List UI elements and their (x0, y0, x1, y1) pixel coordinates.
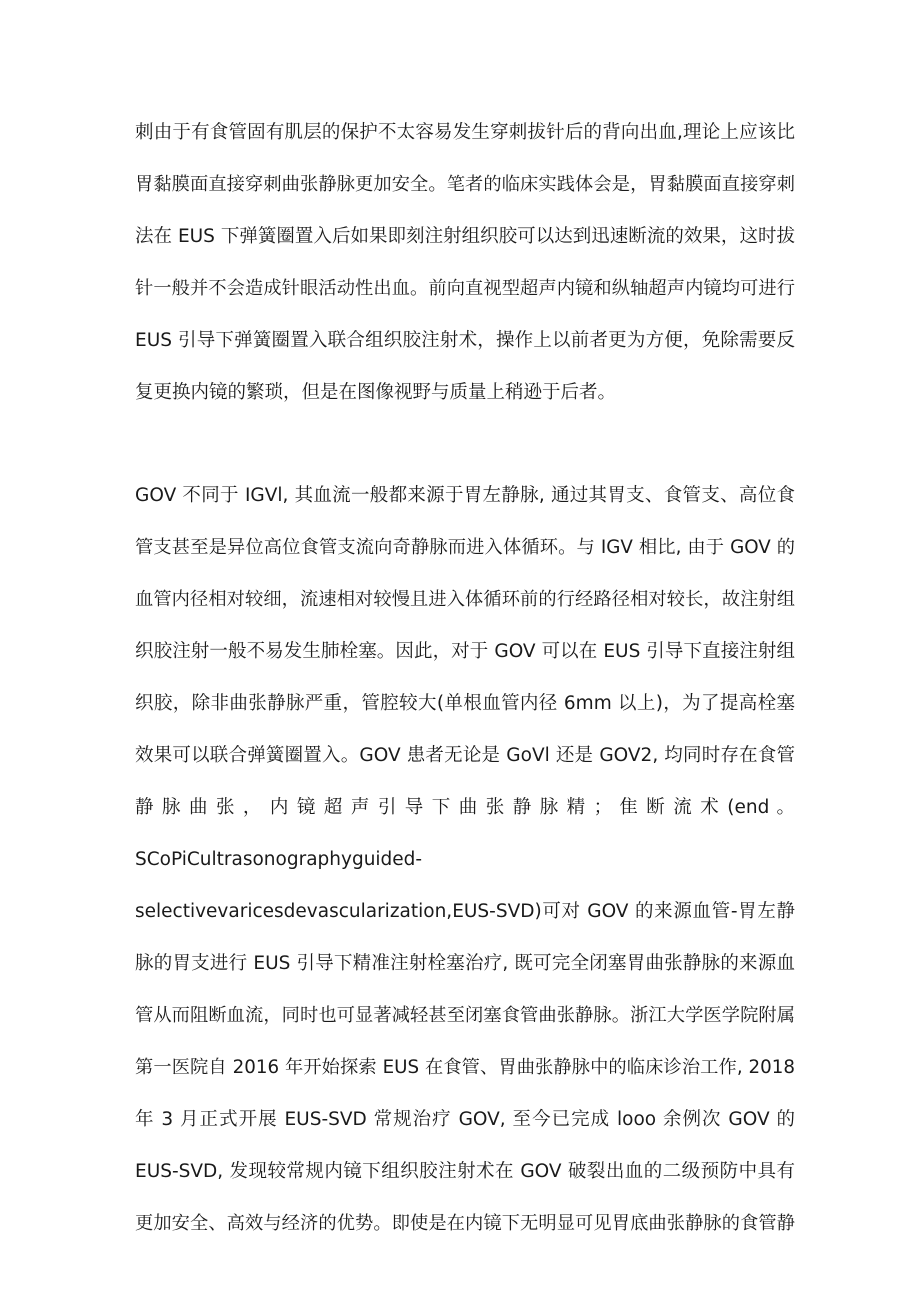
text-line: SCoPiCultrasonographyguided- (135, 849, 423, 870)
text-line: 更加安全、高效与经济的优势。即使是在内镜下无明显可见胃底曲张静脉的食管静 (135, 1213, 795, 1234)
text-line: EUS-SVD, 发现较常规内镜下组织胶注射术在 GOV 破裂出血的二级预防中具有 (135, 1161, 795, 1182)
text-line: EUS 引导下弹簧圈置入联合组织胶注射术，操作上以前者更为方便，免除需要反 (135, 330, 795, 351)
text-line: 脉的胃支进行 EUS 引导下精准注射栓塞治疗, 既可完全闭塞胃曲张静脉的来源血 (135, 953, 795, 974)
text-line: 血管内径相对较细，流速相对较慢且进入体循环前的行经路径相对较长，故注射组 (135, 589, 795, 610)
text-line: 织胶，除非曲张静脉严重，管腔较大(单根血管内径 6mm 以上)，为了提高栓塞 (135, 693, 795, 714)
text-line: 胃黏膜面直接穿刺曲张静脉更加安全。笔者的临床实践体会是，胃黏膜面直接穿刺 (135, 174, 795, 195)
text-line: 效果可以联合弹簧圈置入。GOV 患者无论是 GoVl 还是 GOV2, 均同时存在食管 (135, 745, 795, 766)
text-line: 第一医院自 2016 年开始探索 EUS 在食管、胃曲张静脉中的临床诊治工作, 2018 (135, 1057, 795, 1078)
text-line: 管从而阻断血流，同时也可显著减轻甚至闭塞食管曲张静脉。浙江大学医学院附属 (135, 1005, 795, 1026)
text-line: GOV 不同于 IGVl, 其血流一般都来源于胃左静脉, 通过其胃支、食管支、高位食 (135, 485, 795, 506)
text-line: 刺由于有食管固有肌层的保护不太容易发生穿刺拔针后的背向出血,理论上应该比 (135, 122, 795, 143)
text-line: 法在 EUS 下弹簧圈置入后如果即刻注射组织胶可以达到迅速断流的效果，这时拔 (135, 226, 795, 247)
text-line: 织胶注射一般不易发生肺栓塞。因此，对于 GOV 可以在 EUS 引导下直接注射组 (135, 641, 795, 662)
text-line: 年 3 月正式开展 EUS-SVD 常规治疗 GOV, 至今已完成 looo 余例次 GOV 的 (135, 1109, 795, 1130)
text-line: 针一般并不会造成针眼活动性出血。前向直视型超声内镜和纵轴超声内镜均可进行 (135, 278, 795, 299)
text-line: selectivevaricesdevascularization,EUS-SVD)可对 GOV 的来源血管-胃左静 (135, 901, 795, 922)
text-line: 静 脉 曲 张 ， 内 镜 超 声 引 导 下 曲 张 静 脉 精 ； 隹 断 流 术 (end 。 (135, 797, 795, 818)
text-line: 复更换内镜的繁琐，但是在图像视野与质量上稍逊于后者。 (135, 382, 617, 403)
text-line: 管支甚至是异位高位食管支流向奇静脉而进入体循环。与 IGV 相比, 由于 GOV 的 (135, 537, 795, 558)
